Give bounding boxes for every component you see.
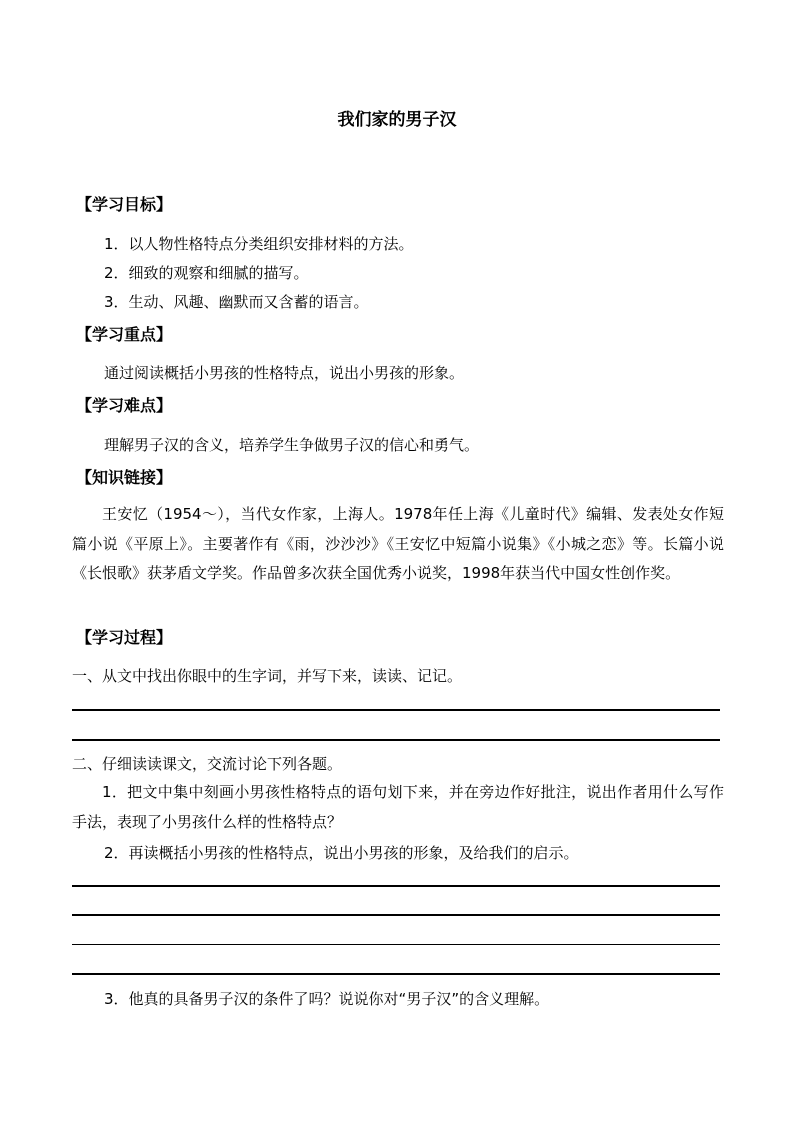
question-3: 3．他真的具备男子汉的条件了吗？说说你对“男子汉”的含义理解。 [104, 990, 550, 1008]
answer-line[interactable] [72, 944, 720, 945]
answer-line[interactable] [72, 973, 720, 975]
question-2: 2．再读概括小男孩的性格特点，说出小男孩的形象，及给我们的启示。 [104, 844, 579, 862]
answer-line[interactable] [72, 739, 720, 741]
heading-learning-goals: 【学习目标】 [76, 195, 173, 214]
answer-line[interactable] [72, 885, 720, 887]
difficulty-text: 理解男子汉的含义，培养学生争做男子汉的信心和勇气。 [104, 436, 480, 454]
goal-item-1: 1．以人物性格特点分类组织安排材料的方法。 [104, 235, 414, 253]
heading-knowledge-link: 【知识链接】 [76, 468, 173, 487]
knowledge-paragraph: 王安忆（1954～），当代女作家，上海人。1978年任上海《儿童时代》编辑、发表处女作短篇小说《平原上》。主要著作有《雨，沙沙沙》《王安忆中短篇小说集》《小城之恋》等。长篇小说《长恨歌》获茅盾文学奖。作品曾多次获全国优秀小说奖，1998年获当代中国女性创作奖。 [72, 505, 724, 582]
goal-item-3: 3．生动、风趣、幽默而又含蓄的语言。 [104, 293, 369, 311]
page-title: 我们家的男子汉 [337, 110, 457, 130]
goal-item-2: 2．细致的观察和细腻的描写。 [104, 264, 309, 282]
focus-text: 通过阅读概括小男孩的性格特点，说出小男孩的形象。 [104, 364, 465, 382]
question-1: 1．把文中集中刻画小男孩性格特点的语句划下来，并在旁边作好批注，说出作者用什么写作手法，表现了小男孩什么样的性格特点？ [72, 783, 724, 831]
heading-learning-process: 【学习过程】 [76, 628, 173, 647]
heading-learning-focus: 【学习重点】 [76, 325, 173, 344]
process-part-1: 一、从文中找出你眼中的生字词，并写下来，读读、记记。 [72, 667, 463, 685]
heading-learning-difficulty: 【学习难点】 [76, 396, 173, 415]
answer-line[interactable] [72, 914, 720, 916]
answer-line[interactable] [72, 709, 720, 711]
process-part-2: 二、仔细读读课文，交流讨论下列各题。 [72, 755, 343, 773]
